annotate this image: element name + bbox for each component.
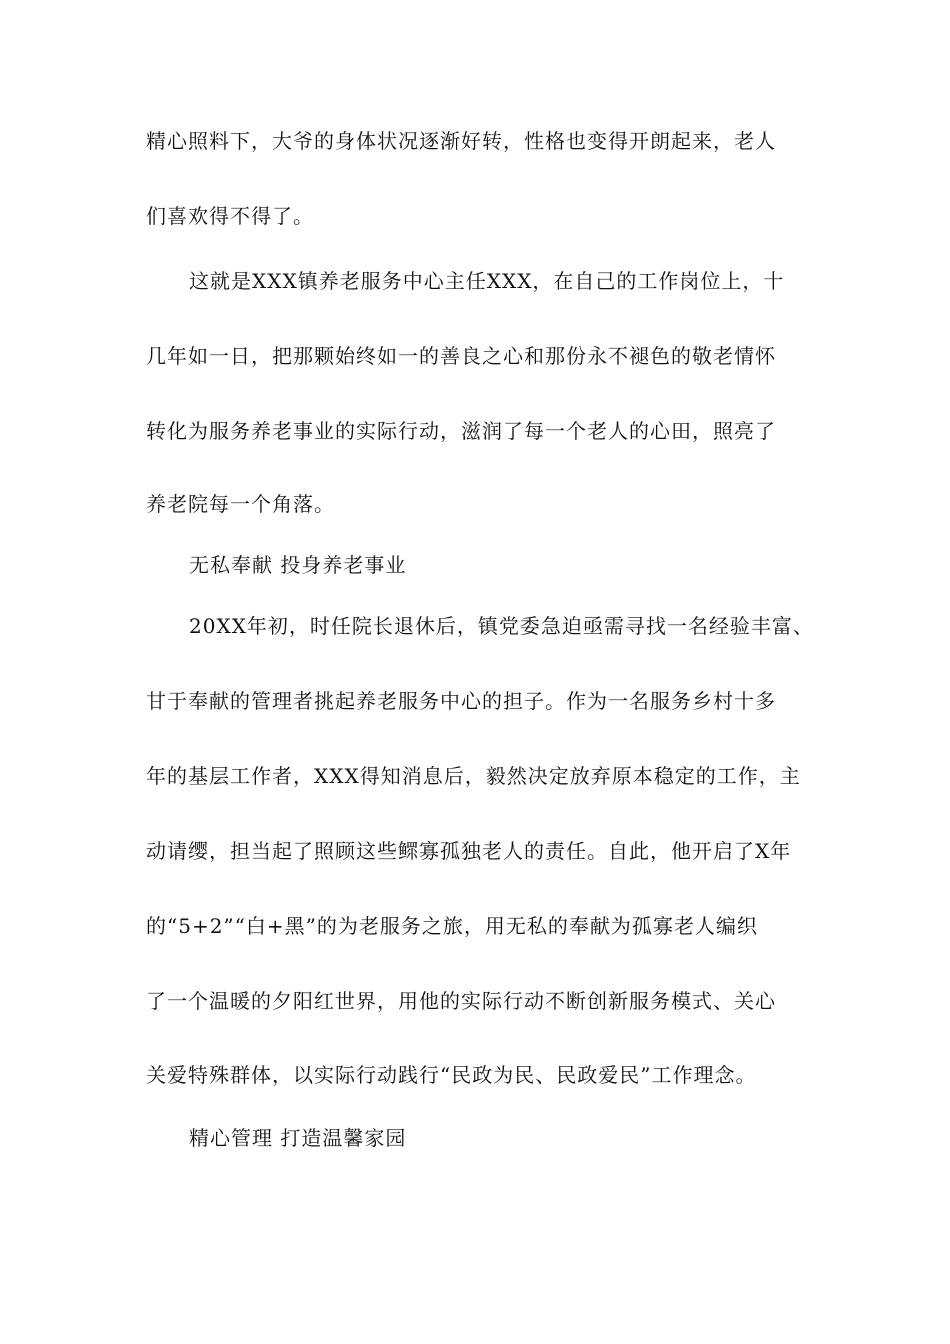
paragraph-line: 了一个温暖的夕阳红世界，用他的实际行动不断创新服务模式、关心 [146,989,776,1013]
paragraph-line: 关爱特殊群体，以实际行动践行“民政为民、民政爱民”工作理念。 [146,1063,757,1087]
paragraph-line: 转化为服务养老事业的实际行动，滋润了每一个老人的心田，照亮了 [146,419,776,443]
paragraph-line: 们喜欢得不得了。 [146,204,314,228]
paragraph-line: 动请缨，担当起了照顾这些鳏寡孤独老人的责任。自此，他开启了X年 [146,839,792,863]
section-heading: 无私奉献 投身养老事业 [189,553,407,577]
paragraph-line: 年的基层工作者，XXX得知消息后，毅然决定放弃原本稳定的工作，主 [146,764,801,788]
paragraph-line: 这就是XXX镇养老服务中心主任XXX，在自己的工作岗位上，十 [189,269,785,293]
paragraph-line: 养老院每一个角落。 [146,492,335,516]
paragraph-line: 精心照料下，大爷的身体状况逐渐好转，性格也变得开朗起来，老人 [146,129,776,153]
paragraph-line: 20XX年初，时任院长退休后，镇党委急迫亟需寻找一名经验丰富、 [189,614,814,638]
paragraph-line: 的“5+2”“白+黑”的为老服务之旅，用无私的奉献为孤寡老人编织 [146,914,758,938]
paragraph-line: 几年如一日，把那颗始终如一的善良之心和那份永不褪色的敬老情怀 [146,344,776,368]
paragraph-line: 甘于奉献的管理者挑起养老服务中心的担子。作为一名服务乡村十多 [146,689,776,713]
section-heading: 精心管理 打造温馨家园 [189,1126,407,1150]
